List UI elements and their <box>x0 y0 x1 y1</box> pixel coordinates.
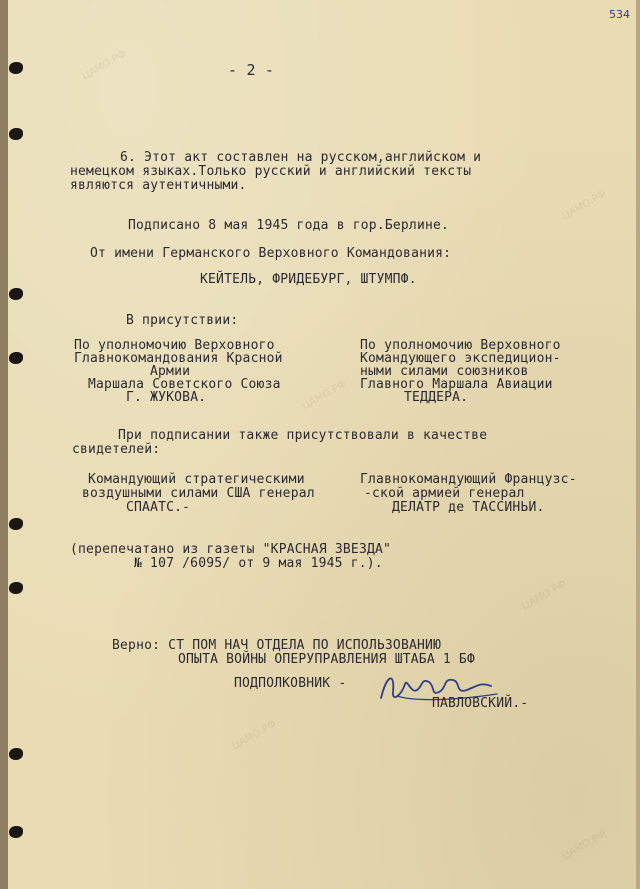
left-block-line-1: По уполномочию Верховного <box>74 338 275 353</box>
watermark: ЦАМО.РФ <box>230 718 279 753</box>
binding-hole <box>9 582 23 594</box>
witness-left-line-2: воздушными силами США генерал <box>82 486 315 501</box>
german-signers: КЕЙТЕЛЬ, ФРИДЕБУРГ, ШТУМПФ. <box>200 272 417 287</box>
witness-left-line-3: СПААТС.- <box>126 500 191 515</box>
witness-left-line-1: Командующий стратегическими <box>88 472 305 487</box>
watermark: ЦАМО.РФ <box>560 828 609 863</box>
watermark: ЦАМО.РФ <box>560 188 609 223</box>
reprint-note-line-1: (перепечатано из газеты "КРАСНАЯ ЗВЕЗДА" <box>70 542 392 557</box>
page-left-edge <box>0 0 8 889</box>
watermark: ЦАМО.РФ <box>80 48 129 83</box>
left-block-line-2: Главнокомандования Красной <box>74 351 283 366</box>
right-block-line-3: ными силами союзников <box>360 364 529 379</box>
reprint-note-line-2: № 107 /6095/ от 9 мая 1945 г.). <box>134 556 383 571</box>
binding-hole <box>9 352 23 364</box>
right-block-line-2: Командующего экспедицион- <box>360 351 561 366</box>
right-block-line-4: Главного Маршала Авиации <box>360 377 553 392</box>
witness-right-line-3: ДЕЛАТР де ТАССИНЬИ. <box>392 500 545 515</box>
witnesses-intro-line-1: При подписании также присутствовали в качестве <box>118 428 488 443</box>
certification-line-2: ОПЫТА ВОЙНЫ ОПЕРУПРАВЛЕНИЯ ШТАБА 1 БФ <box>178 652 475 667</box>
presence-label: В присутствии: <box>126 313 239 328</box>
archive-page-number: 534 <box>609 8 630 21</box>
right-block-line-1: По уполномочию Верховного <box>360 338 561 353</box>
binding-hole <box>9 62 23 74</box>
paragraph6-line-3: являются аутентичными. <box>70 178 247 193</box>
left-block-line-5: Г. ЖУКОВА. <box>126 390 207 405</box>
left-block-line-4: Маршала Советского Союза <box>88 377 281 392</box>
page-right-edge <box>636 0 640 889</box>
certification-line-1: Верно: СТ ПОМ НАЧ ОТДЕЛА ПО ИСПОЛЬЗОВАНИЮ <box>112 638 442 653</box>
binding-hole <box>9 128 23 140</box>
binding-hole <box>9 748 23 760</box>
watermark: ЦАМО.РФ <box>520 578 569 613</box>
paragraph6-line-2: немецком языках.Только русский и английский тексты <box>70 164 472 179</box>
watermark: ЦАМО.РФ <box>300 378 349 413</box>
rank-label: ПОДПОЛКОВНИК - <box>234 676 347 691</box>
paragraph6-line-1: 6. Этот акт составлен на русском,английском и <box>120 150 482 165</box>
witnesses-intro-line-2: свидетелей: <box>72 442 161 457</box>
binding-hole <box>9 826 23 838</box>
right-block-line-5: ТЕДДЕРА. <box>404 390 469 405</box>
page-number: - 2 - <box>228 61 275 79</box>
witness-right-line-1: Главнокомандующий Французс- <box>360 472 577 487</box>
signer-name: ПАВЛОВСКИЙ.- <box>432 696 529 711</box>
left-block-line-3: Армии <box>150 364 191 379</box>
binding-hole <box>9 518 23 530</box>
binding-hole <box>9 288 23 300</box>
witness-right-line-2: -ской армией генерал <box>364 486 525 501</box>
signed-line: Подписано 8 мая 1945 года в гор.Берлине. <box>128 218 450 233</box>
german-command-line: От имени Германского Верховного Командования: <box>90 246 452 261</box>
